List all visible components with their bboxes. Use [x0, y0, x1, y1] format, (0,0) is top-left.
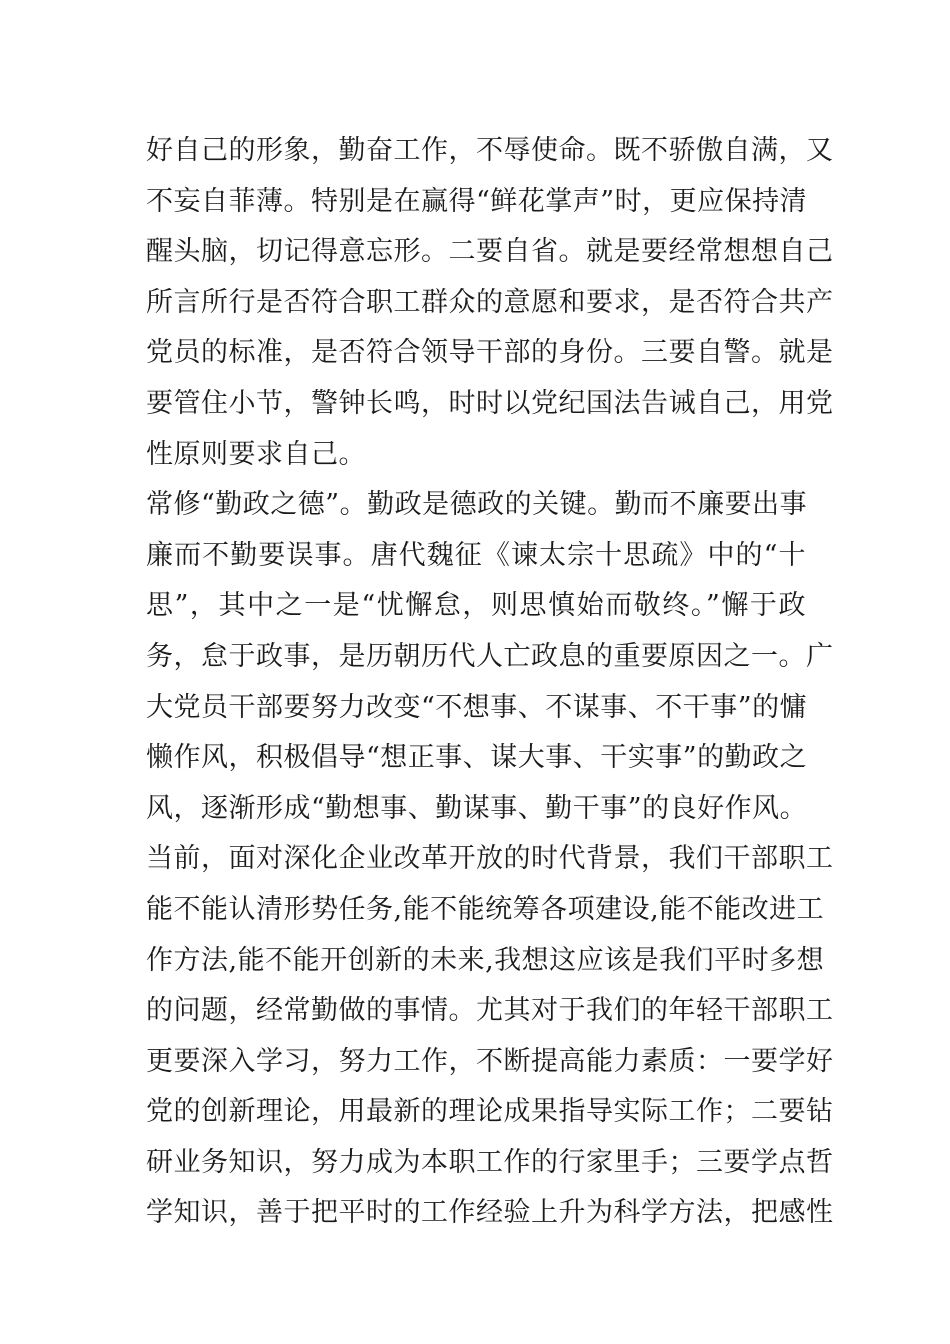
text-line: 醒头脑，切记得意忘形。二要自省。就是要经常想想自己: [146, 236, 834, 268]
text-line: 所言所行是否符合职工群众的意愿和要求，是否符合共产: [146, 286, 834, 318]
text-line: 好自己的形象，勤奋工作，不辱使命。既不骄傲自满，又: [146, 135, 834, 166]
text-line: 思”，其中之一是“忧懈怠，则思慎始而敬终。”懈于政: [146, 590, 806, 622]
text-line: 更要深入学习，努力工作，不断提高能力素质：一要学好: [146, 1045, 834, 1077]
text-line: 要管住小节，警钟长鸣，时时以党纪国法告诫自己，用党: [146, 387, 834, 419]
text-line: 廉而不勤要误事。唐代魏征《谏太宗十思疏》中的“十: [146, 539, 806, 571]
text-line: 研业务知识，努力成为本职工作的行家里手；三要学点哲: [146, 1146, 834, 1178]
text-line: 性原则要求自己。: [146, 438, 366, 470]
text-line: 学知识，善于把平时的工作经验上升为科学方法，把感性: [146, 1197, 834, 1229]
text-line: 当前，面对深化企业改革开放的时代背景，我们干部职工: [146, 843, 834, 875]
text-line: 党员的标准，是否符合领导干部的身份。三要自警。就是: [146, 337, 834, 369]
text-line: 务，怠于政事，是历朝历代人亡政息的重要原因之一。广: [146, 640, 834, 672]
text-line: 风，逐渐形成“勤想事、勤谋事、勤干事”的良好作风。: [146, 792, 808, 824]
text-line: 的问题，经常勤做的事情。尤其对于我们的年轻干部职工: [146, 995, 834, 1027]
text-line: 常修“勤政之德”。勤政是德政的关键。勤而不廉要出事: [146, 489, 808, 521]
text-line: 大党员干部要努力改变“不想事、不谋事、不干事”的慵: [146, 691, 808, 723]
text-line: 作方法,能不能开创新的未来,我想这应该是我们平时多想: [146, 944, 825, 976]
text-line: 懒作风，积极倡导“想正事、谋大事、干实事”的勤政之: [146, 742, 808, 774]
text-line: 不妄自菲薄。特别是在赢得“鲜花掌声”时，更应保持清: [146, 185, 808, 217]
text-line: 能不能认清形势任务,能不能统筹各项建设,能不能改进工: [146, 893, 825, 925]
text-line: 党的创新理论，用最新的理论成果指导实际工作；二要钻: [146, 1096, 834, 1128]
body-text: [146, 126, 834, 1239]
